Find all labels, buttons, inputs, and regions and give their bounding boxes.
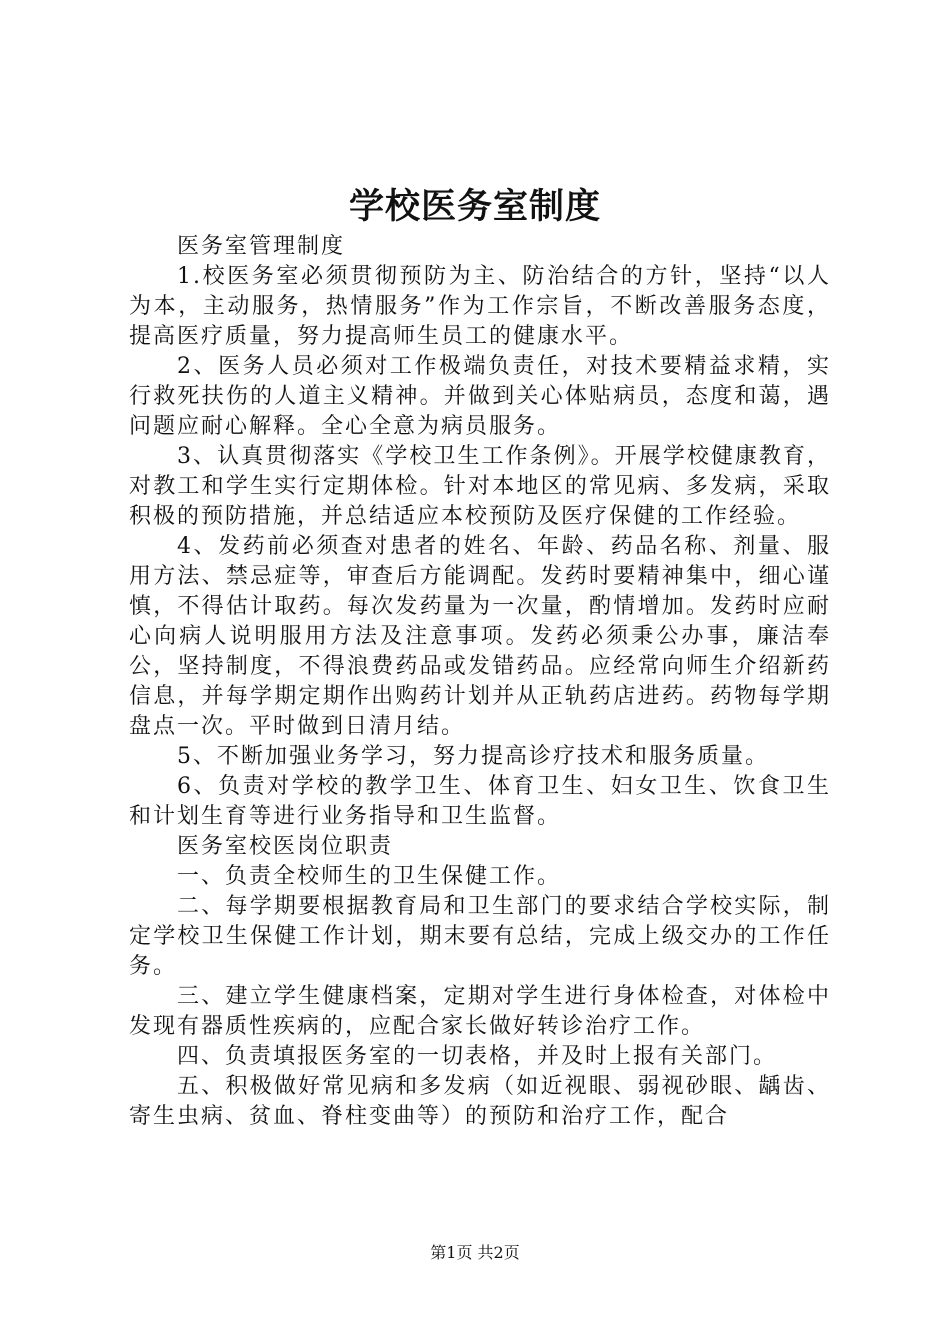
paragraph-rule-1: 1.校医务室必须贯彻预防为主、防治结合的方针，坚持“以人为本，主动服务，热情服务”作为工作宗旨，不断改善服务态度，提高医疗质量，努力提高师生员工的健康水平。 <box>129 264 831 349</box>
paragraph-rule-4: 4、发药前必须查对患者的姓名、年龄、药品名称、剂量、服用方法、禁忌症等，审查后方能调配。发药时要精神集中，细心谨慎，不得估计取药。每次发药量为一次量，酌情增加。发药时应耐心向病人说明服用方法及注意事项。发药必须秉公办事，廉洁奉公，坚持制度，不得浪费药品或发错药品。应经常向师生介绍新药信息，并每学期定期作出购药计划并从正轨药店进药。药物每学期盘点一次。平时做到日清月结。 <box>129 534 831 739</box>
section-heading-duties: 医务室校医岗位职责 <box>177 834 394 859</box>
paragraph-rule-3: 3、认真贯彻落实《学校卫生工作条例》。开展学校健康教育，对教工和学生实行定期体检。针对本地区的常见病、多发病，采取积极的预防措施，并总结适应本校预防及医疗保健的工作经验。 <box>129 444 831 529</box>
paragraph-rule-2: 2、医务人员必须对工作极端负责任，对技术要精益求精，实行救死扶伤的人道主义精神。并做到关心体贴病员，态度和蔼，遇问题应耐心解释。全心全意为病员服务。 <box>129 354 831 439</box>
paragraph-rule-5: 5、不断加强业务学习，努力提高诊疗技术和服务质量。 <box>177 744 769 769</box>
section-heading-management: 医务室管理制度 <box>177 234 346 259</box>
paragraph-duty-1: 一、负责全校师生的卫生保健工作。 <box>177 864 562 889</box>
paragraph-duty-5: 五、积极做好常见病和多发病（如近视眼、弱视砂眼、龋齿、寄生虫病、贫血、脊柱变曲等）的预防和治疗工作，配合 <box>129 1074 831 1129</box>
page-number-footer: 第1页 共2页 <box>430 1243 520 1262</box>
paragraph-duty-3: 三、建立学生健康档案，定期对学生进行身体检查，对体检中发现有器质性疾病的，应配合家长做好转诊治疗工作。 <box>129 984 831 1039</box>
document-title: 学校医务室制度 <box>348 186 601 227</box>
paragraph-rule-6: 6、负责对学校的教学卫生、体育卫生、妇女卫生、饮食卫生和计划生育等进行业务指导和卫生监督。 <box>129 774 831 829</box>
paragraph-duty-2: 二、每学期要根据教育局和卫生部门的要求结合学校实际，制定学校卫生保健工作计划，期末要有总结，完成上级交办的工作任务。 <box>129 894 831 979</box>
document-body <box>129 232 831 1132</box>
paragraph-duty-4: 四、负责填报医务室的一切表格，并及时上报有关部门。 <box>177 1044 778 1069</box>
